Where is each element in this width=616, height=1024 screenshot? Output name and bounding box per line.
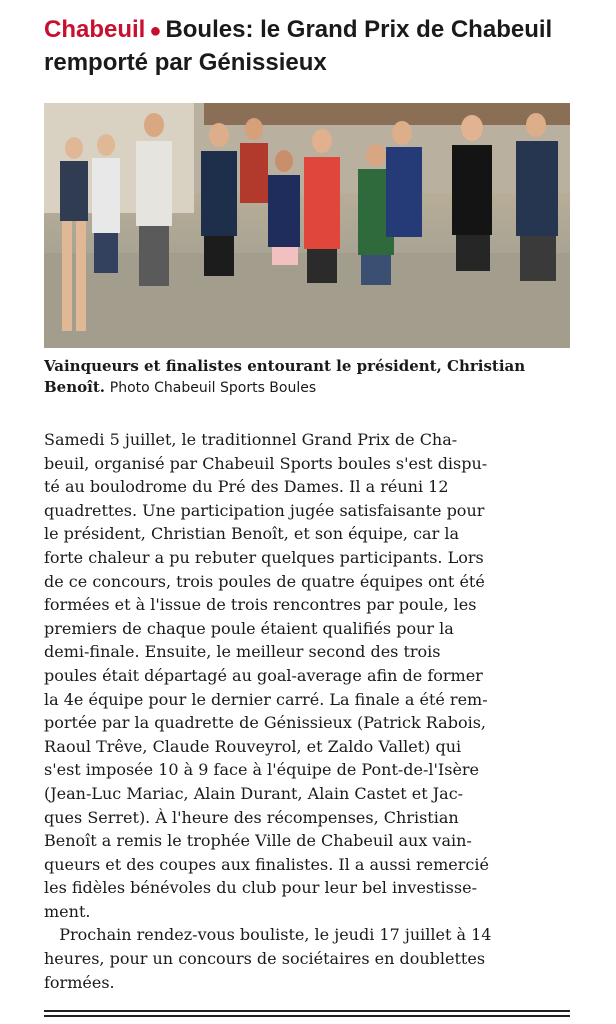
body-line: de ce concours, trois poules de quatre équipes ont été xyxy=(44,571,485,591)
photo-caption xyxy=(44,356,574,399)
kicker-bullet-icon: ● xyxy=(149,20,162,42)
article-photo xyxy=(44,103,570,348)
body-line: formées et à l'issue de trois rencontres par poule, les xyxy=(44,595,477,615)
body-line: beuil, organisé par Chabeuil Sports boules s'est dispu- xyxy=(44,453,488,473)
photo-credit: Photo Chabeuil Sports Boules xyxy=(109,380,317,396)
body-line: les fidèles bénévoles du club pour leur bel investisse- xyxy=(44,878,477,898)
bottom-divider xyxy=(44,1015,570,1017)
body-line: Raoul Trêve, Claude Rouveyrol, et Zaldo Vallet) qui xyxy=(44,736,462,756)
body-line: Samedi 5 juillet, le traditionnel Grand Prix de Cha- xyxy=(44,430,458,449)
body-line: s'est imposée 10 à 9 face à l'équipe de Pont-de-l'Isère xyxy=(44,760,480,780)
body-line: quadrettes. Une participation jugée satisfaisante pour xyxy=(44,500,485,520)
body-line: poules était départagé au goal-average afin de former xyxy=(44,665,483,685)
body-line: premiers de chaque poule étaient qualifiés pour la xyxy=(44,618,454,638)
body-line: ment. xyxy=(44,901,91,921)
body-line: (Jean-Luc Mariac, Alain Durant, Alain Castet et Jac- xyxy=(44,783,464,803)
article-headline xyxy=(44,14,584,78)
body-line: Benoît a remis le trophée Ville de Chabeuil aux vain- xyxy=(44,831,472,851)
article-body xyxy=(44,428,572,994)
body-line: queurs et des coupes aux finalistes. Il a aussi remercié xyxy=(44,854,489,874)
body-line: la 4e équipe pour le dernier carré. La finale a été rem- xyxy=(44,689,488,709)
body-line: té au boulodrome du Pré des Dames. Il a réuni 12 xyxy=(44,477,449,497)
body-line: demi-finale. Ensuite, le meilleur second des trois xyxy=(44,642,441,662)
body-line: formées. xyxy=(44,972,115,992)
headline-text: Boules: le Grand Prix de Chabeuil remporté par Génissieux xyxy=(44,16,553,76)
body-line: heures, pour un concours de sociétaires en doublettes xyxy=(44,949,486,969)
headline-kicker: Chabeuil xyxy=(44,16,146,43)
bottom-divider xyxy=(44,1010,570,1012)
caption-text: Vainqueurs et finalistes entourant le président, Christian Benoît. xyxy=(44,357,526,396)
body-line: Prochain rendez-vous bouliste, le jeudi 17 juillet à 14 xyxy=(44,925,492,945)
body-line: portée par la quadrette de Génissieux (Patrick Rabois, xyxy=(44,713,486,733)
team-photo xyxy=(44,103,570,348)
body-line: ques Serret). À l'heure des récompenses, Christian xyxy=(44,807,459,827)
body-line: forte chaleur a pu rebuter quelques participants. Lors xyxy=(44,547,484,567)
body-line: le président, Christian Benoît, et son équipe, car la xyxy=(44,524,459,544)
